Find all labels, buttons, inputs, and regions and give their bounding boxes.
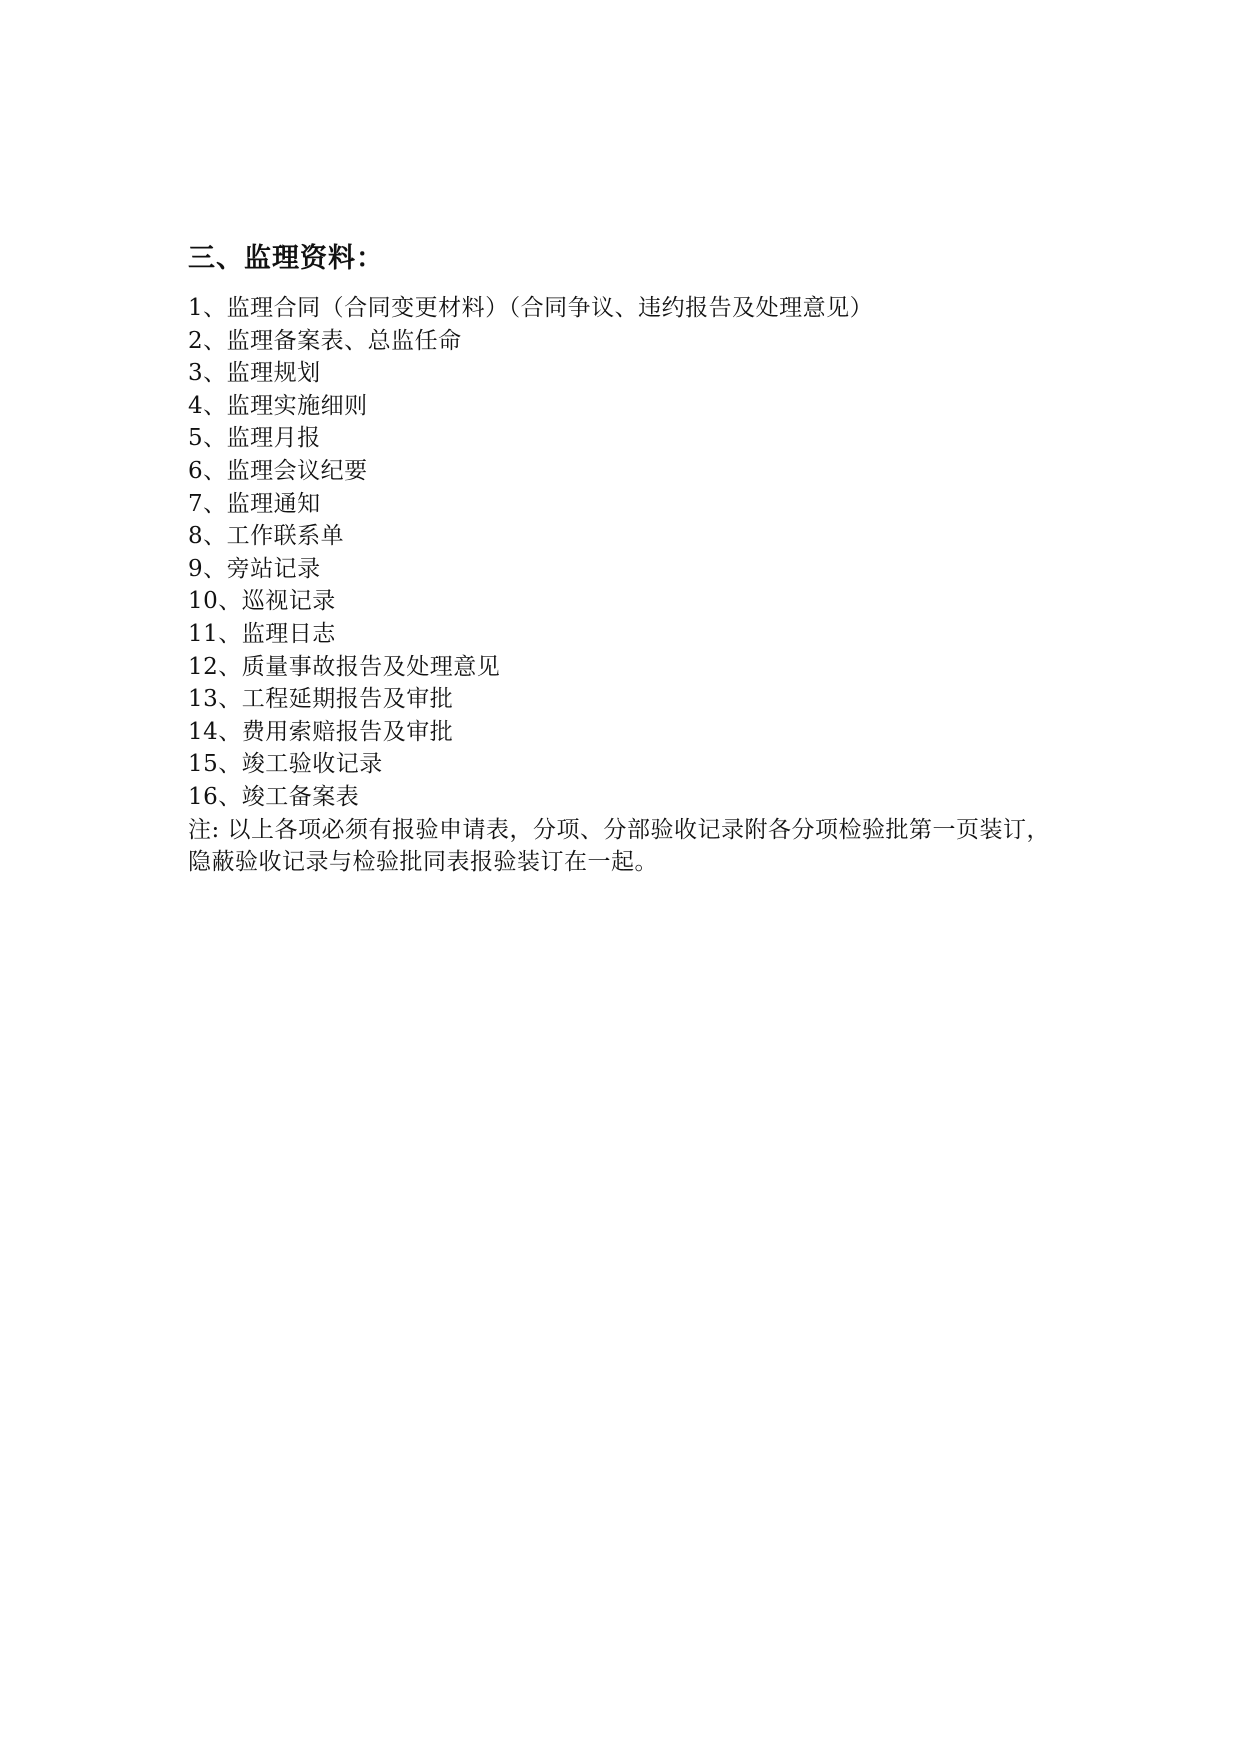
note-line-1: 注: 以上各项必须有报验申请表，分项、分部验收记录附各分项检验批第一页装订， <box>188 816 1051 843</box>
list-item: 6、监理会议纪要 <box>188 457 368 484</box>
materials-list <box>188 292 1088 814</box>
list-item: 2、监理备案表、总监任命 <box>188 327 462 354</box>
list-item: 15、竣工验收记录 <box>188 751 383 778</box>
list-item: 9、旁站记录 <box>188 555 321 582</box>
document-content <box>188 242 1088 879</box>
note-line-2: 隐蔽验收记录与检验批同表报验装订在一起。 <box>188 849 658 876</box>
list-item: 7、监理通知 <box>188 490 321 517</box>
list-item: 3、监理规划 <box>188 360 321 387</box>
list-item: 14、费用索赔报告及审批 <box>188 718 454 745</box>
list-item: 10、巡视记录 <box>188 588 336 615</box>
list-item: 4、监理实施细则 <box>188 392 368 419</box>
note-paragraph <box>188 814 1088 879</box>
section-heading: 三、监理资料： <box>188 243 384 274</box>
list-item: 11、监理日志 <box>188 620 336 647</box>
list-item: 16、竣工备案表 <box>188 783 360 810</box>
list-item: 13、工程延期报告及审批 <box>188 686 454 713</box>
list-item: 12、质量事故报告及处理意见 <box>188 653 501 680</box>
list-item: 5、监理月报 <box>188 425 321 452</box>
list-item: 8、工作联系单 <box>188 523 345 550</box>
list-item: 1、监理合同（合同变更材料）（合同争议、违约报告及处理意见） <box>188 295 874 321</box>
